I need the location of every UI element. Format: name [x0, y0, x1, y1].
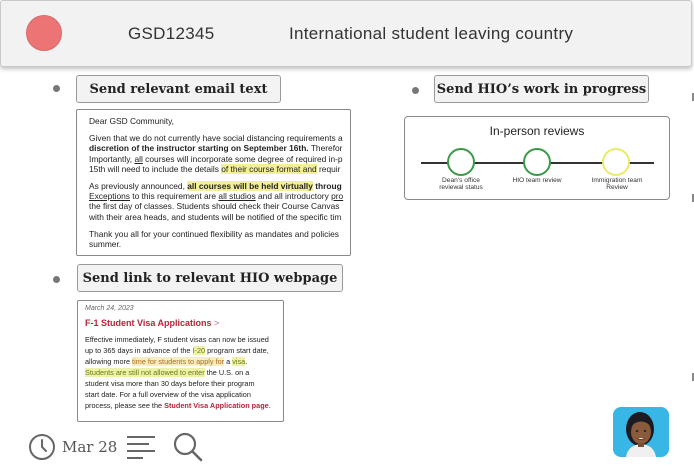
progress-tracker	[404, 116, 670, 200]
send-progress-button[interactable]: Send HIO’s work in progress	[434, 75, 649, 103]
article-title[interactable]	[85, 318, 283, 328]
email-preview[interactable]	[76, 109, 351, 256]
article-text: a	[224, 357, 233, 366]
article-text: .	[268, 401, 271, 410]
search-icon[interactable]	[172, 431, 204, 463]
email-bold-text: discretion of the instructor starting on September 16th.	[89, 143, 309, 154]
email-underlined-text: all	[134, 153, 143, 164]
progress-title: In-person reviews	[489, 124, 585, 138]
article-date: March 24, 2023	[85, 305, 134, 312]
article-line	[85, 400, 283, 411]
email-bold-text: throug	[312, 181, 342, 192]
email-line	[89, 143, 350, 153]
bullet-hio-link	[53, 276, 60, 283]
case-title: International student leaving country	[289, 24, 574, 43]
article-highlight: I-20	[192, 346, 206, 355]
email-line: Thank you all for your continued flexibility as mandates and policies	[89, 228, 339, 239]
email-text: to this requirement are	[129, 191, 219, 202]
step-immigration-team[interactable]	[602, 148, 630, 176]
email-text: Importantly,	[89, 153, 135, 164]
step-label-line: Dean’s office	[442, 177, 480, 184]
article-line: Effective immediately, F student visas can now be issued	[85, 335, 269, 344]
status-dot[interactable]	[26, 15, 62, 51]
email-text: courses will incorporate some degree of required in-p	[142, 153, 343, 164]
send-hio-link-button[interactable]: Send link to relevant HIO webpage	[77, 264, 343, 292]
visa-application-link[interactable]: Student Visa Application page	[164, 401, 269, 410]
article-title-text: F-1 Student Visa Applications	[85, 318, 212, 328]
step-label	[502, 177, 572, 184]
article-text: process, please see the	[85, 401, 165, 410]
article-text: program start date,	[205, 346, 269, 355]
email-line	[89, 164, 350, 174]
chevron-right-icon: >	[214, 318, 220, 328]
date-label: Mar 28	[62, 438, 118, 456]
case-id: GSD12345	[128, 24, 215, 43]
menu-lines-icon[interactable]	[126, 434, 156, 460]
email-line	[89, 181, 350, 191]
article-text: up to 365 days in advance of the	[85, 346, 193, 355]
article-highlight: visa	[232, 357, 246, 366]
bullet-progress	[412, 87, 419, 94]
email-underlined-text: all studios	[218, 191, 256, 202]
bullet-email	[53, 85, 60, 92]
email-line: the first day of classes. Students should check their Course Canvas	[89, 201, 340, 212]
article-highlight: Students are still not allowed to enter	[85, 368, 205, 377]
email-text: and all introductory	[255, 191, 332, 202]
step-label	[582, 177, 652, 192]
step-deans-office[interactable]	[447, 148, 475, 176]
hio-webpage-preview[interactable]	[77, 300, 284, 422]
step-label	[426, 177, 496, 192]
email-underlined-text: Exceptions	[89, 191, 130, 202]
email-text: Therefor	[308, 143, 343, 154]
article-body	[85, 334, 283, 411]
email-highlight: of their course format and	[221, 163, 317, 174]
email-text: 15th will need to include the details	[89, 163, 222, 174]
article-text: the U.S. on a	[204, 368, 250, 377]
email-text: Given that we do not currently have social distancing requirements a	[89, 133, 343, 144]
article-text: .	[245, 357, 248, 366]
avatar-icon	[613, 407, 669, 457]
article-text: allowing more	[85, 357, 133, 366]
article-highlight: time for students to apply for	[132, 357, 225, 366]
email-highlight: all courses will be held virtually	[187, 181, 313, 192]
step-label-line: Review	[606, 184, 628, 192]
email-text: As previously announced,	[89, 181, 188, 192]
article-line: start date. For a full overview of the visa application	[85, 390, 251, 399]
email-underlined-text: pro	[331, 191, 344, 202]
email-line: Dear GSD Community,	[89, 116, 175, 126]
email-line	[89, 191, 350, 201]
email-line: with their area heads, and students will be notified of the specific tim	[89, 211, 342, 222]
step-label-line: HIO team review	[512, 177, 562, 184]
step-hio-team[interactable]	[523, 148, 551, 176]
send-email-text-button[interactable]: Send relevant email text	[76, 75, 281, 103]
article-line: student visa more than 30 days before their program	[85, 379, 255, 388]
email-line: summer.	[89, 239, 122, 250]
email-line	[89, 154, 350, 164]
email-text: requir	[316, 163, 341, 174]
step-label-line: reviewal status	[439, 184, 483, 192]
case-header	[0, 0, 692, 67]
article-line	[85, 367, 283, 378]
step-label-line: Immigration team	[591, 177, 643, 184]
email-line	[89, 133, 350, 143]
clock-icon[interactable]	[28, 433, 56, 461]
article-line	[85, 356, 283, 367]
article-line	[85, 345, 283, 356]
user-avatar[interactable]	[613, 407, 669, 457]
